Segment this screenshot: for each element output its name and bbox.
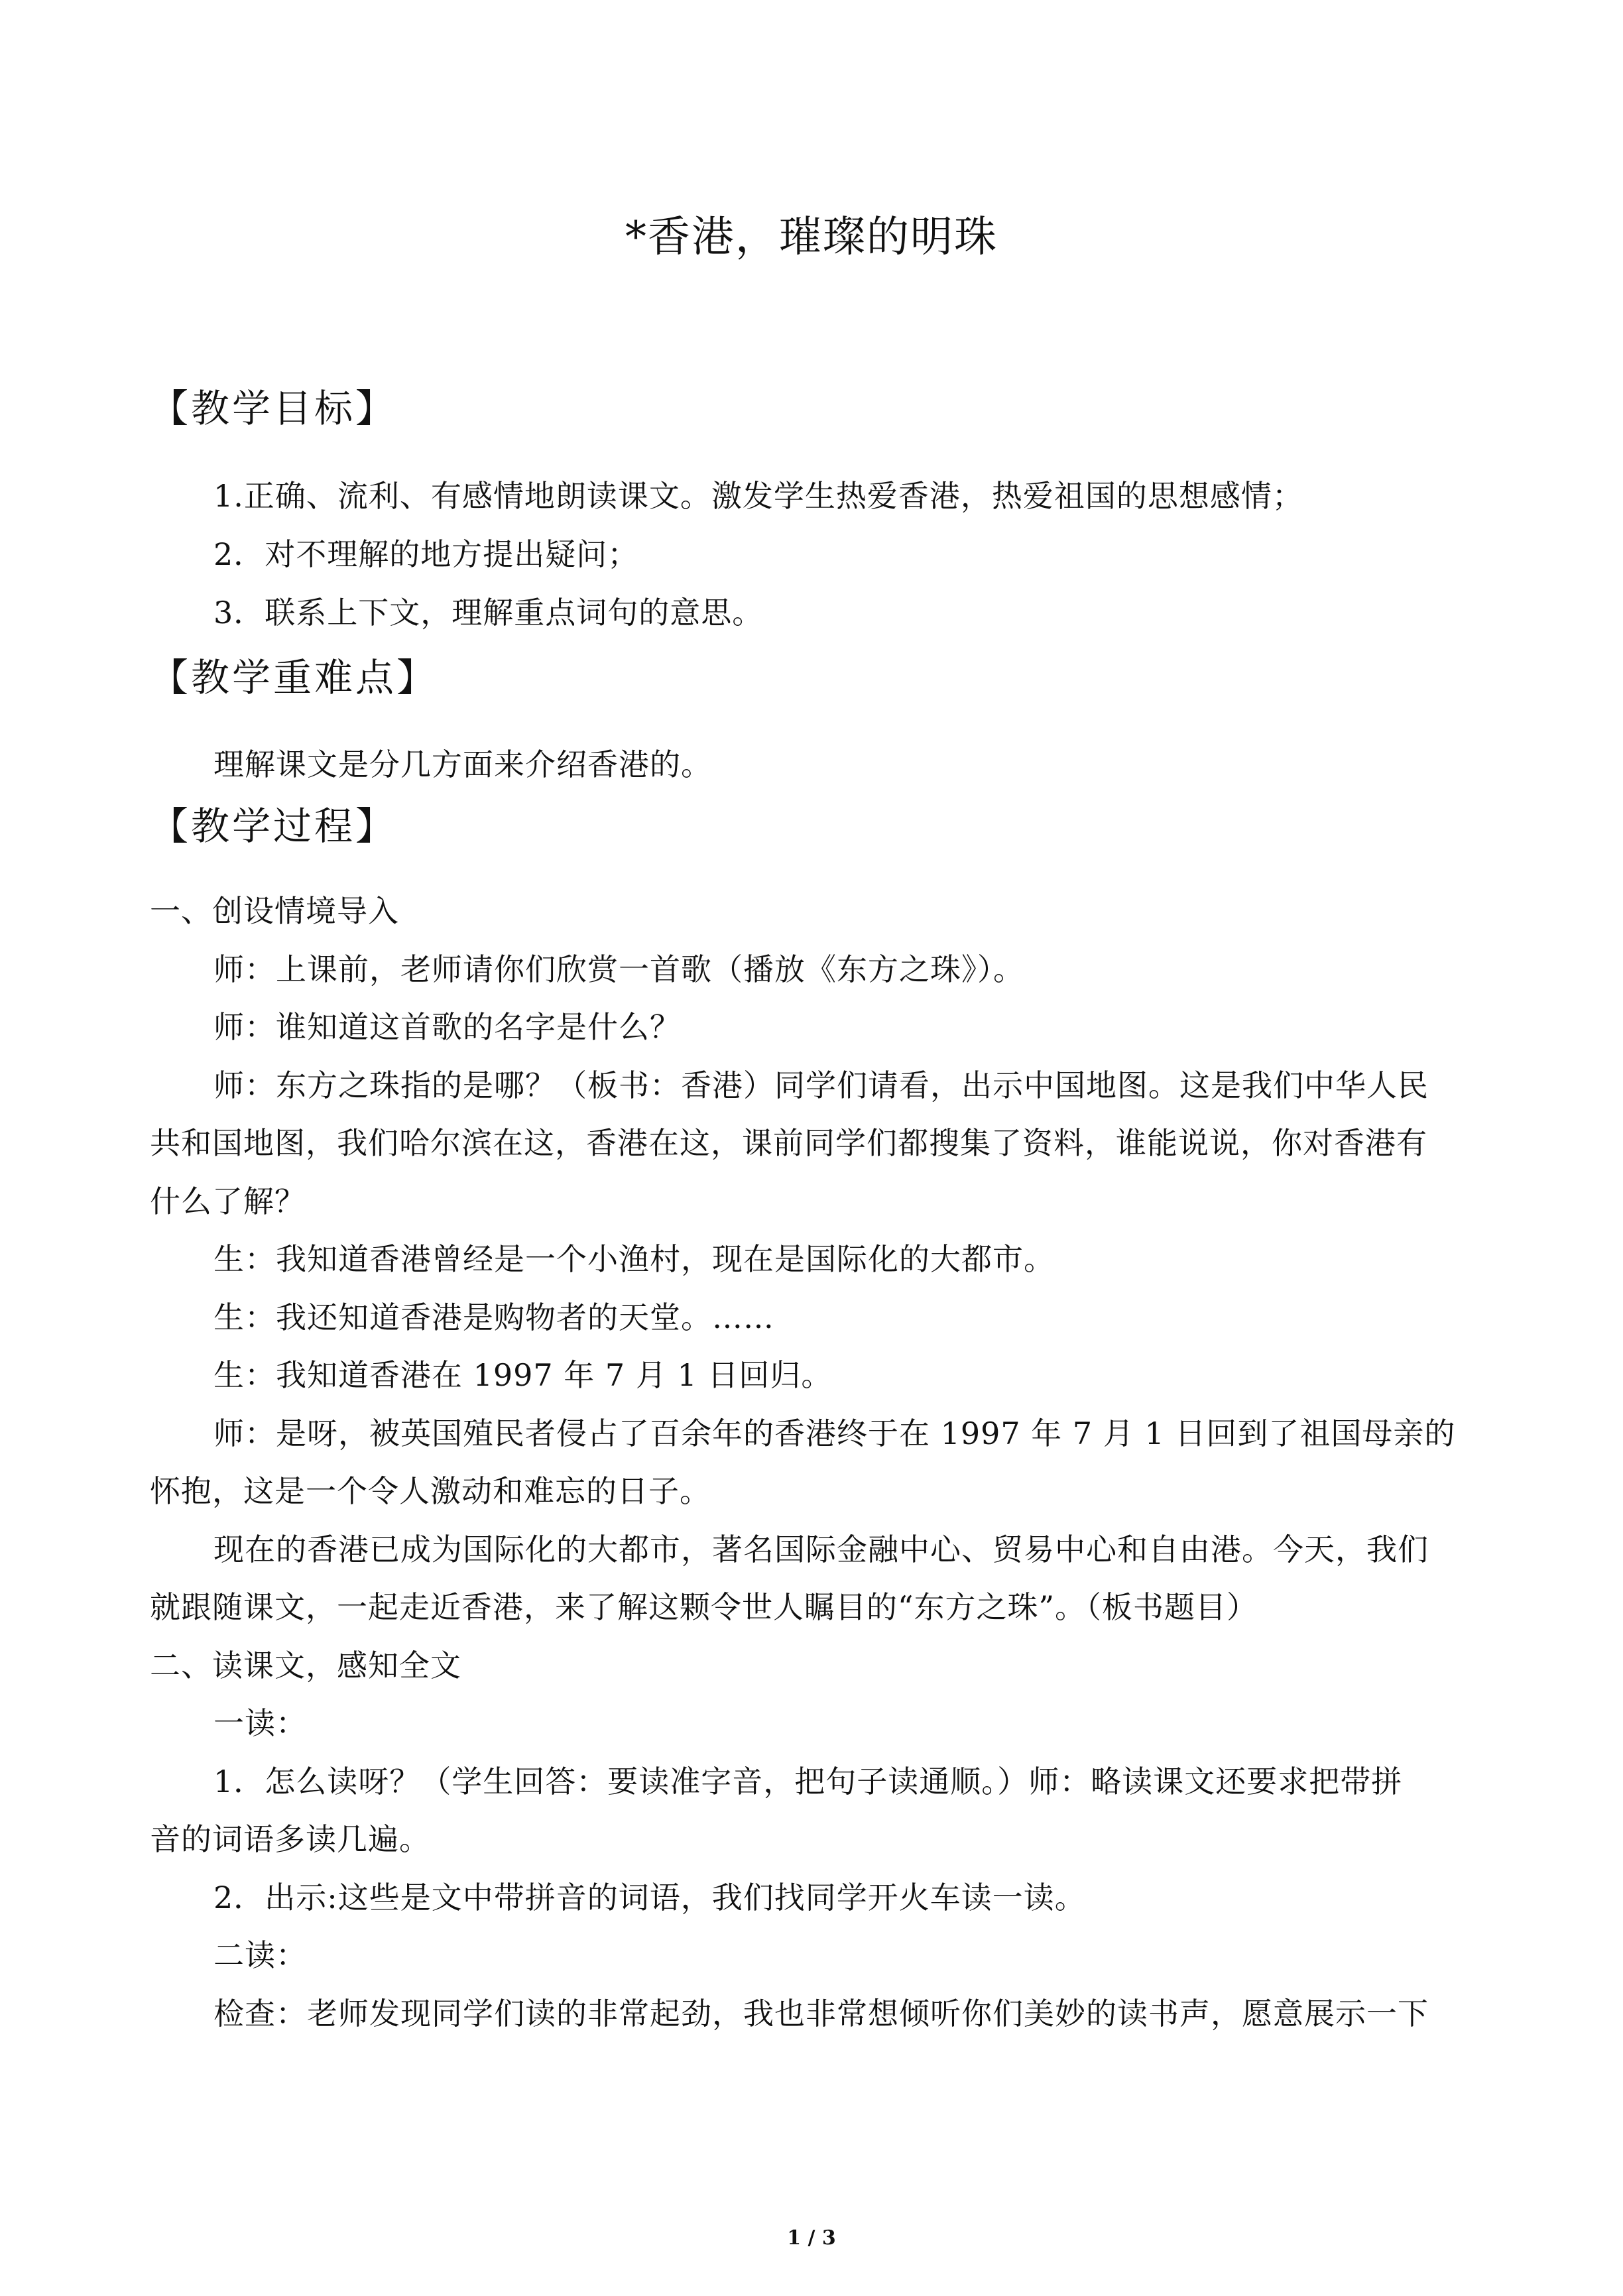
paragraph-line: 生：我知道香港在 1997 年 7 月 1 日回归。 xyxy=(213,1357,833,1393)
paragraph-line: 一读： xyxy=(213,1705,307,1741)
paragraph-line: 师：谁知道这首歌的名字是什么？ xyxy=(213,1009,681,1045)
paragraph-line: 就跟随课文，一起走近香港，来了解这颗令世人瞩目的“东方之珠”。（板书题目） xyxy=(150,1589,1258,1625)
objective-1: 1.正确、流利、有感情地朗读课文。激发学生热爱香港，热爱祖国的思想感情； xyxy=(213,478,1303,514)
paragraph-line: 共和国地图，我们哈尔滨在这，香港在这，课前同学们都搜集了资料，谁能说说，你对香港有 xyxy=(150,1125,1427,1161)
objective-3: 3．联系上下文，理解重点词句的意思。 xyxy=(213,595,764,631)
paragraph-line: 师：东方之珠指的是哪？（板书：香港）同学们请看，出示中国地图。这是我们中华人民 xyxy=(213,1067,1429,1103)
paragraph-line: 生：我还知道香港是购物者的天堂。…… xyxy=(213,1299,774,1335)
paragraph-line: 二读： xyxy=(213,1937,307,1973)
paragraph-line: 怀抱，这是一个令人激动和难忘的日子。 xyxy=(150,1473,711,1509)
objective-2: 2．对不理解的地方提出疑问； xyxy=(213,536,639,572)
key-point-text: 理解课文是分几方面来介绍香港的。 xyxy=(213,747,712,782)
paragraph-line: 什么了解？ xyxy=(150,1183,306,1219)
paragraph-line: 1．怎么读呀？（学生回答：要读准字音，把句子读通顺。）师：略读课文还要求把带拼 xyxy=(213,1764,1403,1799)
heading-objectives: 【教学目标】 xyxy=(150,386,397,431)
paragraph-line: 检查：老师发现同学们读的非常起劲，我也非常想倾听你们美妙的读书声，愿意展示一下 xyxy=(213,1996,1429,2031)
heading-key-points: 【教学重难点】 xyxy=(150,655,438,700)
paragraph-line: 音的词语多读几遍。 xyxy=(150,1821,430,1857)
heading-process: 【教学过程】 xyxy=(150,804,397,849)
paragraph-line: 师：上课前，老师请你们欣赏一首歌（播放《东方之珠》）。 xyxy=(213,951,1024,987)
paragraph-line: 现在的香港已成为国际化的大都市，著名国际金融中心、贸易中心和自由港。今天，我们 xyxy=(213,1532,1429,1567)
paragraph-line: 师：是呀，被英国殖民者侵占了百余年的香港终于在 1997 年 7 月 1 日回到了祖国母亲的 xyxy=(213,1416,1456,1451)
section-1-title: 一、创设情境导入 xyxy=(150,893,399,929)
paragraph-line: 生：我知道香港曾经是一个小渔村，现在是国际化的大都市。 xyxy=(213,1241,1055,1277)
section-2-title: 二、读课文，感知全文 xyxy=(150,1648,461,1683)
document-title: *香港，璀璨的明珠 xyxy=(625,213,998,262)
page-number: 1 / 3 xyxy=(787,2226,836,2250)
paragraph-line: 2．出示:这些是文中带拼音的词语，我们找同学开火车读一读。 xyxy=(213,1880,1086,1915)
